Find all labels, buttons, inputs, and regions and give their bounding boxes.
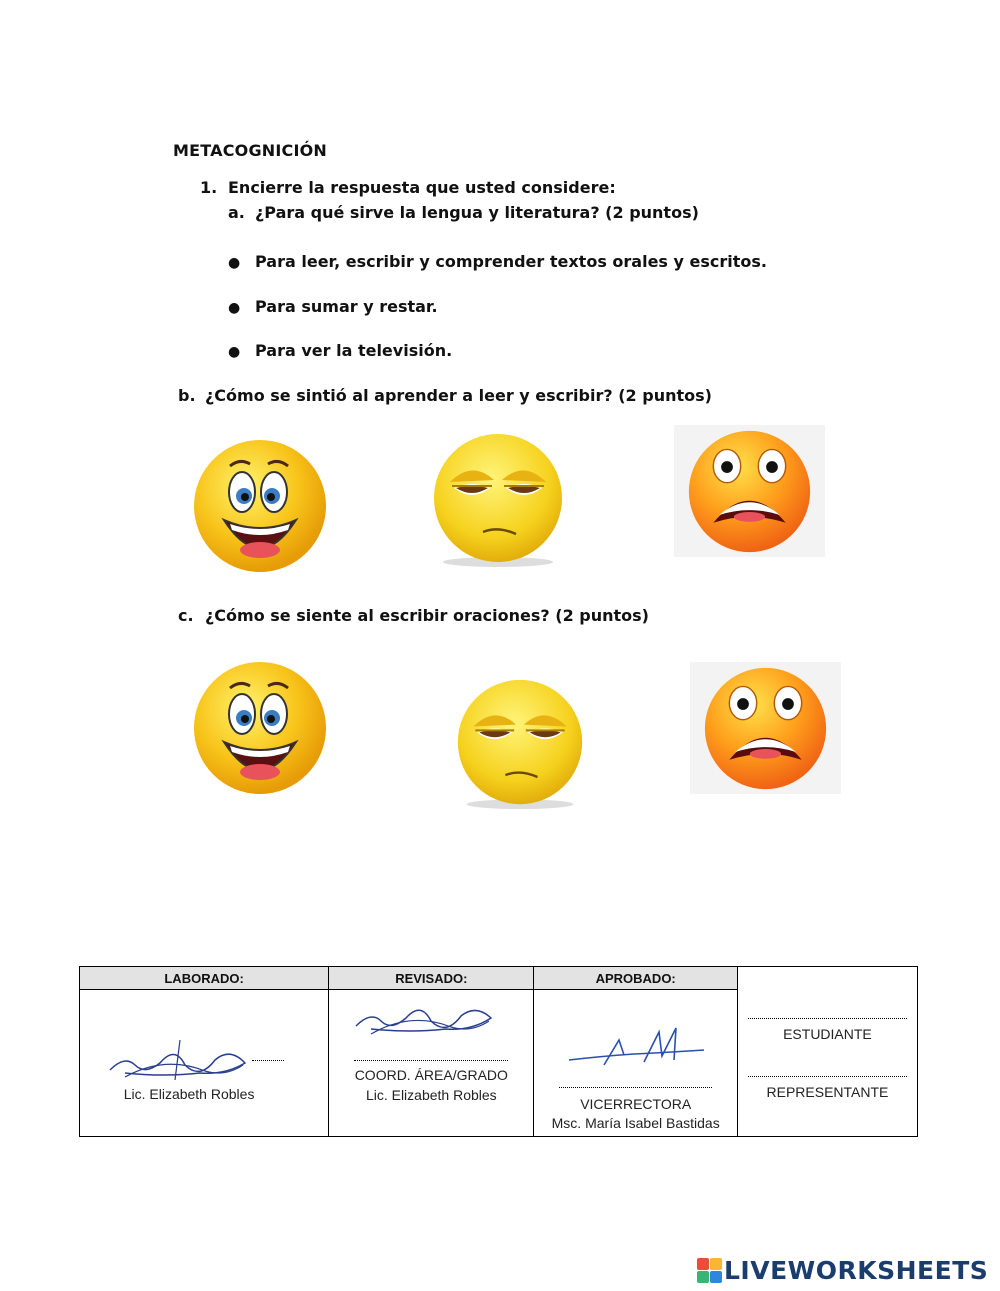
representative-label: REPRESENTANTE	[766, 1083, 889, 1100]
answer-option-3[interactable]	[228, 341, 452, 360]
option-text: Para sumar y restar.	[255, 297, 438, 316]
bullet-icon: ●	[228, 255, 241, 271]
question-b-letter: b.	[178, 386, 196, 405]
laborado-name: Lic. Elizabeth Robles	[123, 1086, 255, 1102]
answer-option-1[interactable]	[228, 252, 767, 271]
bored-face-icon[interactable]	[428, 430, 568, 570]
aprobado-cell	[534, 990, 737, 1137]
question-a-text: ¿Para qué sirve la lengua y literatura? (2 puntos)	[255, 203, 699, 222]
signature-icon	[564, 1020, 714, 1075]
question-c	[178, 606, 649, 625]
page-title: METACOGNICIÓN	[173, 141, 328, 160]
student-label: ESTUDIANTE	[783, 1025, 872, 1042]
question-a-letter: a.	[228, 203, 245, 222]
signature-table	[79, 966, 918, 1137]
happy-face-icon[interactable]	[190, 436, 330, 576]
happy-face-icon[interactable]	[190, 658, 330, 798]
question-c-letter: c.	[178, 606, 194, 625]
aprobado-role: VICERRECTORA	[580, 1096, 692, 1112]
question-b	[178, 386, 712, 405]
scared-face-icon[interactable]	[674, 425, 825, 557]
scared-face-frame	[690, 662, 841, 794]
bored-face-icon[interactable]	[452, 676, 588, 812]
question-1-number: 1.	[200, 178, 218, 197]
laborado-cell	[80, 990, 329, 1137]
question-b-text: ¿Cómo se sintió al aprender a leer y escribir? (2 puntos)	[205, 386, 712, 405]
scared-face-icon[interactable]	[690, 662, 841, 794]
revisado-name: Lic. Elizabeth Robles	[365, 1087, 497, 1103]
liveworksheets-logo[interactable]	[697, 1255, 988, 1285]
logo-text: LIVEWORKSHEETS	[724, 1255, 989, 1285]
option-text: Para ver la televisión.	[255, 341, 453, 360]
answer-option-2[interactable]	[228, 297, 438, 316]
option-text: Para leer, escribir y comprender textos orales y escritos.	[255, 252, 767, 271]
revisado-cell	[329, 990, 534, 1137]
revisado-role: COORD. ÁREA/GRADO	[354, 1067, 508, 1083]
signature-icon	[105, 1035, 255, 1090]
aprobado-name: Msc. María Isabel Bastidas	[551, 1115, 720, 1131]
bullet-icon: ●	[228, 344, 241, 360]
logo-mark-icon	[697, 1258, 722, 1283]
question-c-text: ¿Cómo se siente al escribir oraciones? (2 puntos)	[205, 606, 649, 625]
bullet-icon: ●	[228, 300, 241, 316]
header-revisado: REVISADO:	[329, 967, 534, 990]
scared-face-frame	[674, 425, 825, 557]
header-aprobado: APROBADO:	[534, 967, 737, 990]
header-laborado: LABORADO:	[80, 967, 329, 990]
question-1-text: Encierre la respuesta que usted considere:	[228, 178, 616, 197]
question-1	[200, 178, 616, 197]
student-sign-cell	[737, 967, 917, 1137]
signature-icon	[351, 996, 501, 1046]
question-a	[228, 203, 699, 222]
